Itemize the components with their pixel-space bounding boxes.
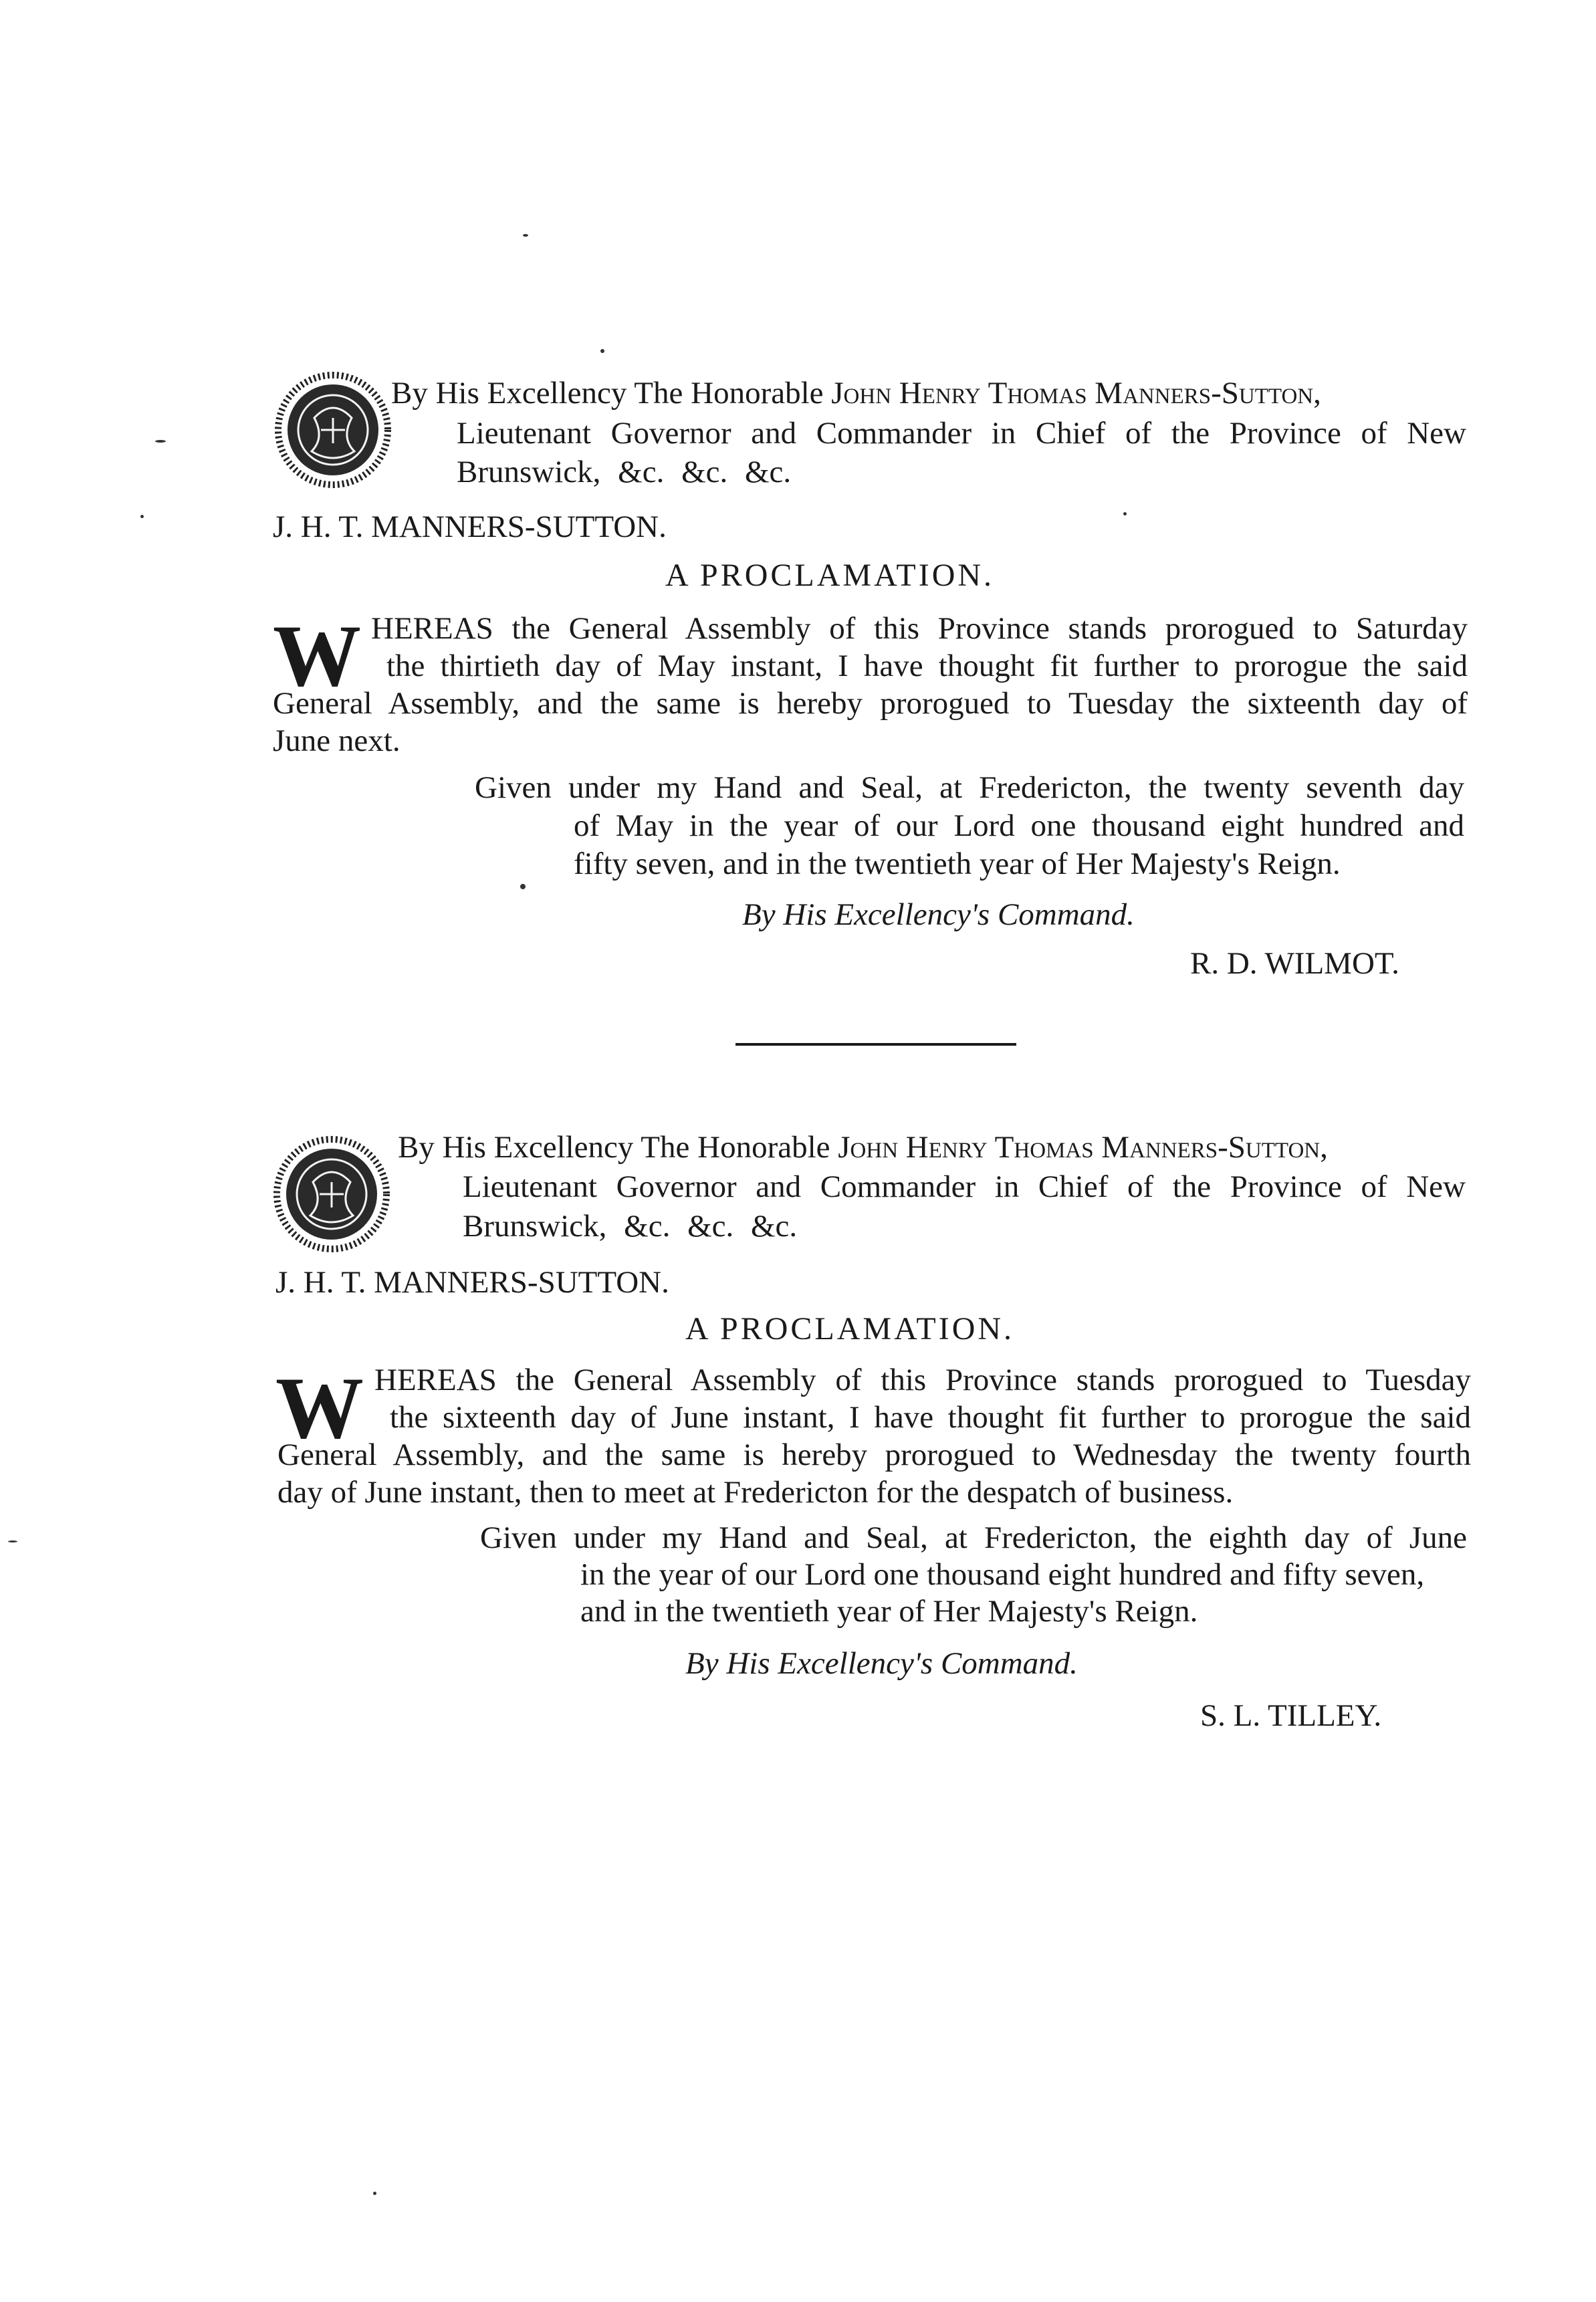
section-divider [735,1043,1016,1046]
body-line-2: the thirtieth day of May instant, I have thought fit further to prorogue the said [386,649,1468,683]
drop-cap-initial: W [273,606,361,705]
header-line-1 [391,374,1321,412]
header-line-2: Lieutenant Governor and Commander in Chief of the Province of New [463,1169,1466,1204]
governor-name: John Henry Thomas Manners-Sutton, [838,1130,1328,1165]
given-line-2: of May in the year of our Lord one thousand eight hundred and [574,808,1464,843]
body-line-1: HEREAS the General Assembly of this Province stands prorogued to Tuesday [374,1363,1471,1397]
scan-speck [8,1540,17,1542]
given-line-1: Given under my Hand and Seal, at Fredericton, the twenty seventh day [475,770,1464,805]
header-line-1 [398,1129,1328,1166]
secretary-name: R. D. WILMOT. [1190,946,1399,981]
header-line-2: Lieutenant Governor and Commander in Chief of the Province of New [457,416,1466,451]
command-line: By His Excellency's Command. [685,1646,1078,1681]
body-line-4: June next. [273,723,401,758]
given-line-2: in the year of our Lord one thousand eight hundred and fifty seven, [580,1557,1425,1592]
proclamation-title: A PROCLAMATION. [665,558,995,593]
given-line-3: and in the twentieth year of Her Majesty's Reign. [580,1594,1198,1629]
scan-speck [523,234,528,237]
scan-speck [373,2192,376,2195]
header-prefix: By His Excellency The Honorable [391,376,824,411]
governor-name: John Henry Thomas Manners-Sutton, [831,376,1321,411]
scan-speck [600,349,604,353]
given-line-1: Given under my Hand and Seal, at Fredericton, the eighth day of June [480,1520,1467,1555]
scan-speck [520,884,526,889]
scan-speck [155,440,166,443]
governor-signature: J. H. T. MANNERS-SUTTON. [275,1265,669,1300]
body-line-1: HEREAS the General Assembly of this Province stands prorogued to Saturday [371,611,1468,646]
royal-seal-icon [274,371,392,489]
body-line-4: day of June instant, then to meet at Fredericton for the despatch of business. [277,1475,1234,1510]
body-line-3: General Assembly, and the same is hereby prorogued to Wednesday the twenty fourth [277,1437,1471,1472]
header-prefix: By His Excellency The Honorable [398,1130,830,1165]
proclamation-title: A PROCLAMATION. [685,1311,1015,1347]
royal-seal-icon [273,1135,390,1253]
secretary-name: S. L. TILLEY. [1200,1698,1382,1733]
scan-speck [1123,512,1127,515]
header-line-3: Brunswick, &c. &c. &c. [457,455,792,489]
command-line: By His Excellency's Command. [742,897,1135,932]
governor-signature: J. H. T. MANNERS-SUTTON. [273,509,667,544]
scan-speck [140,515,144,518]
header-line-3: Brunswick, &c. &c. &c. [463,1209,798,1244]
given-line-3: fifty seven, and in the twentieth year of Her Majesty's Reign. [574,846,1341,881]
drop-cap-initial: W [275,1359,364,1457]
body-line-3: General Assembly, and the same is hereby prorogued to Tuesday the sixteenth day of [273,686,1468,721]
body-line-2: the sixteenth day of June instant, I have thought fit further to prorogue the said [390,1400,1471,1435]
